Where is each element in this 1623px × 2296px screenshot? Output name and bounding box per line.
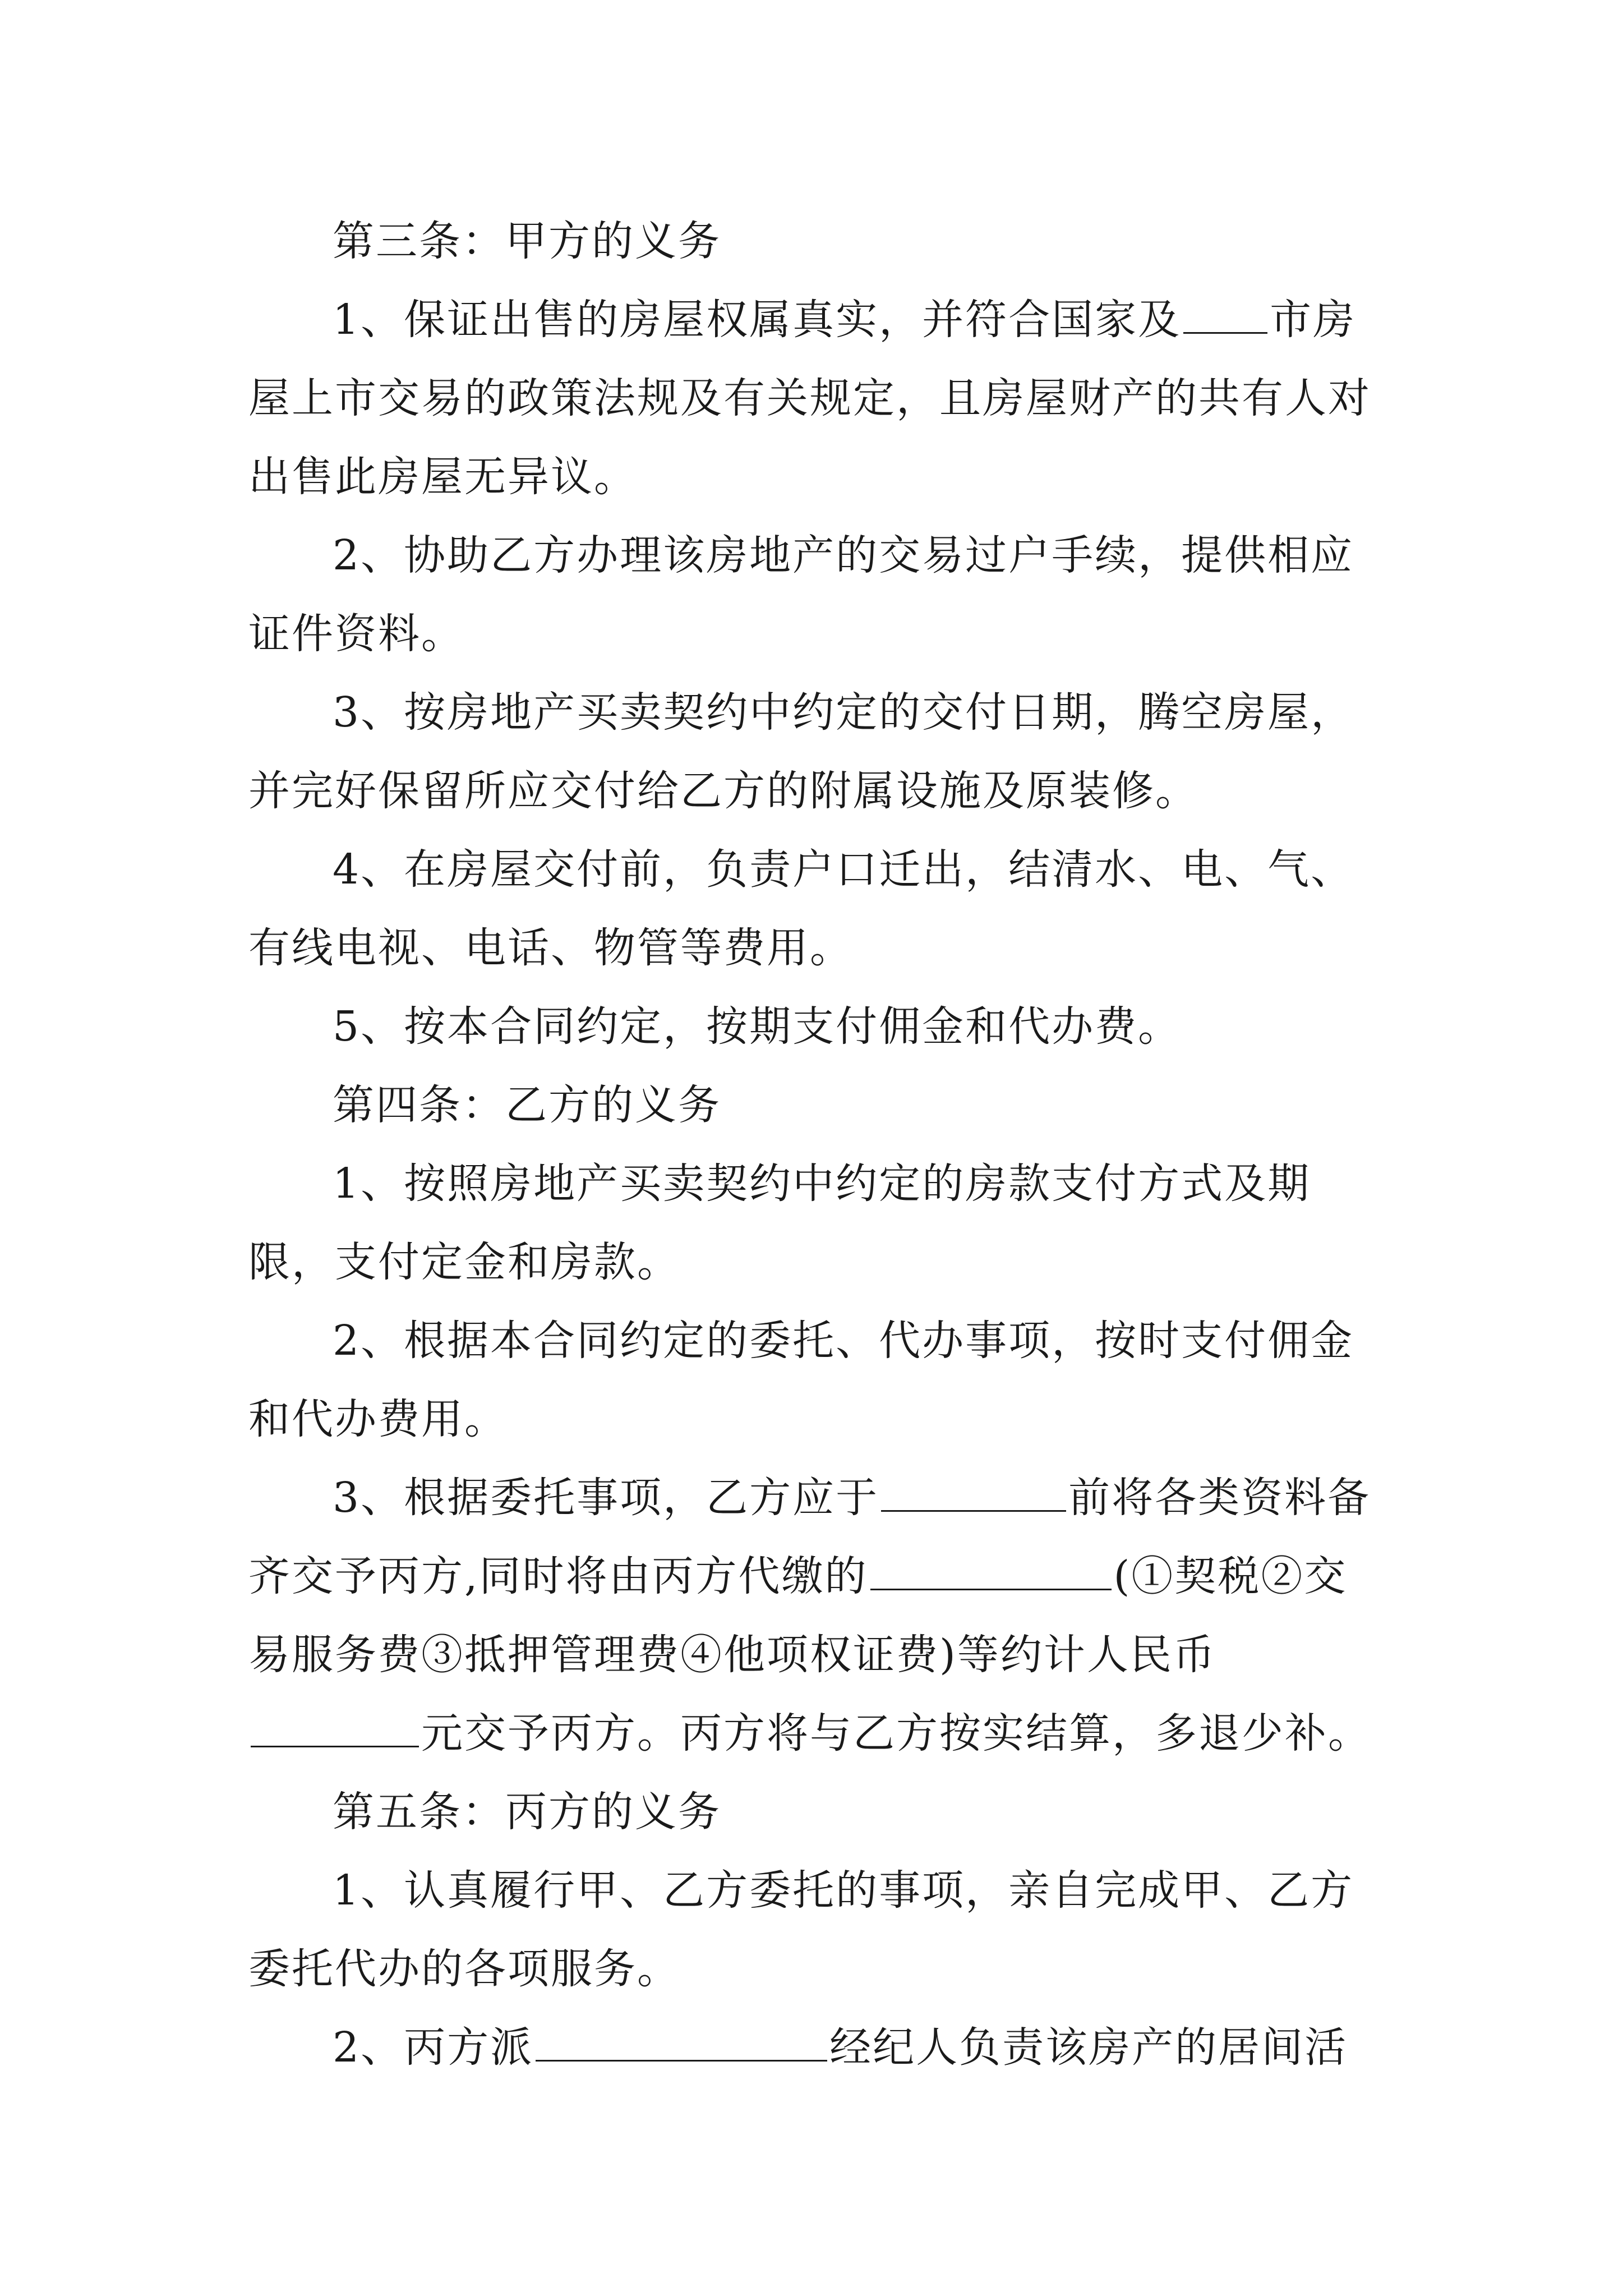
article-4-item-3-text-d: 元交予丙方。丙方将与乙方按实结算，多退少补。: [421, 1709, 1371, 1757]
deadline-blank: [881, 1476, 1066, 1512]
article-3-item-3: 3、按房地产买卖契约中约定的交付日期，腾空房屋，并完好保留所应交付给乙方的附属设施及原装修。: [248, 688, 1354, 815]
article-4-item-1: 1、按照房地产买卖契约中约定的房款支付方式及期限，支付定金和房款。: [248, 1159, 1311, 1286]
article-3-item-1-text-b: 市房屋上市交易的政策法规及有关规定，且房屋财产的共有人对出售此房屋无异议。: [248, 296, 1371, 501]
article-4-item-3-text-a: 3、根据委托事项，乙方应于: [333, 1474, 879, 1522]
article-3-item-4: 4、在房屋交付前，负责户口迁出，结清水、电、气、有线电视、电话、物管等费用。: [248, 845, 1354, 972]
article-5-heading: 第五条：丙方的义务: [333, 1788, 721, 1836]
article-3-item-1: [248, 280, 1378, 516]
article-4-item-3: [248, 1458, 1378, 1773]
article-4-heading: 第四条：乙方的义务: [333, 1081, 721, 1129]
article-3-item-5: 5、按本合同约定，按期支付佣金和代办费。: [333, 1002, 1182, 1051]
article-5-item-2: [248, 2008, 1378, 2087]
article-3-item-1-text-a: 1、保证出售的房屋权属真实，并符合国家及: [333, 296, 1182, 344]
article-3-heading: 第三条：甲方的义务: [333, 217, 721, 265]
article-4-item-3-text-b: 前将各类资料备齐交予丙方,同时将由丙方代缴的: [248, 1474, 1371, 1600]
article-5-item-2-text-a: 2、丙方派: [333, 2023, 534, 2072]
article-5-item-1: 1、认真履行甲、乙方委托的事项，亲自完成甲、乙方委托代办的各项服务。: [248, 1866, 1354, 1993]
article-4-item-2: 2、根据本合同约定的委托、代办事项，按时支付佣金和代办费用。: [248, 1317, 1354, 1443]
article-5-item-2-text-b: 经纪人负责该房产的居间活: [829, 2023, 1348, 2072]
fee-items-blank: [870, 1555, 1112, 1590]
contract-page: [248, 202, 1378, 2087]
amount-blank: [251, 1712, 419, 1747]
city-blank: [1183, 298, 1267, 334]
article-4-item-3-text-c: (①契税②交易服务费③抵押管理费④他项权证费)等约计人民币: [248, 1552, 1348, 1679]
agent-name-blank: [536, 2026, 827, 2062]
article-3-item-2: 2、协助乙方办理该房地产的交易过户手续，提供相应证件资料。: [248, 531, 1354, 658]
